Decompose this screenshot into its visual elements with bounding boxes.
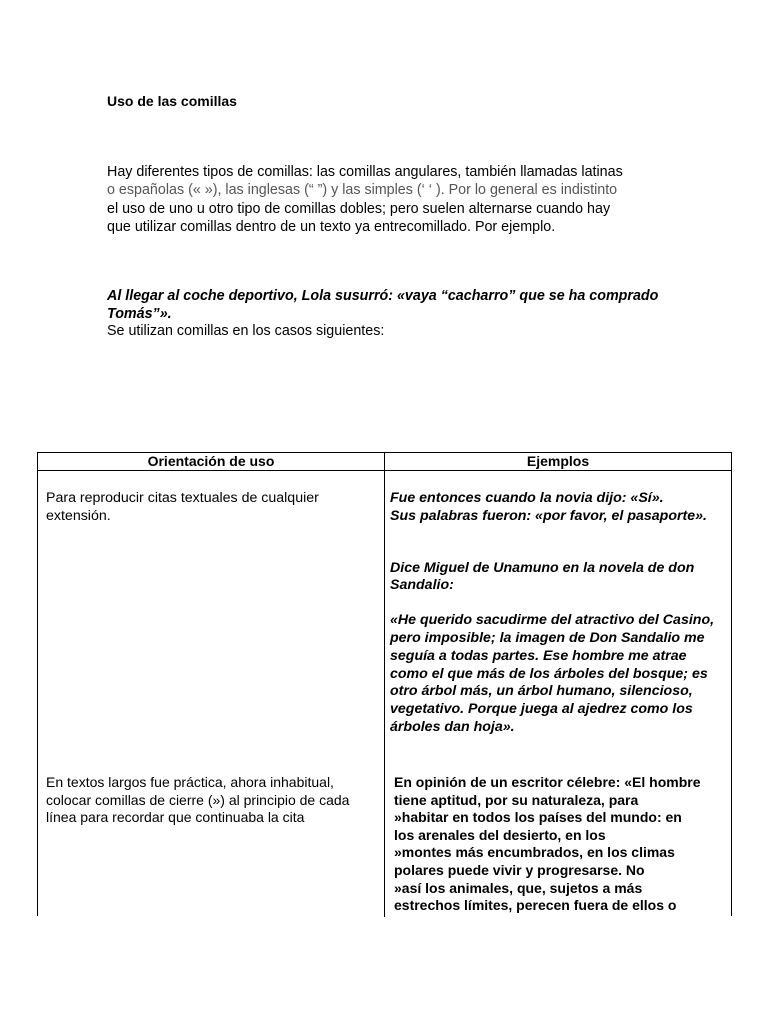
intro-line: o españolas (« »), las inglesas (“ ”) y las simples (‘ ‘ ). Por lo general es indistinto	[107, 182, 618, 199]
example-line: En opinión de un escritor célebre: «El hombre	[394, 774, 701, 790]
example-followup: Se utilizan comillas en los casos siguientes:	[107, 323, 385, 339]
example-line: Dice Miguel de Unamuno en la novela de don Sandalio:	[390, 559, 695, 594]
header-orientacion: Orientación de uso	[147, 453, 275, 469]
table-header-row	[38, 453, 731, 471]
example-line: Fue entonces cuando la novia dijo: «Sí».	[390, 490, 664, 506]
row1-usage-cell: Para reproducir citas textuales de cualquier extensión.	[46, 490, 319, 524]
header-ejemplos: Ejemplos	[526, 453, 590, 469]
example-quote: Al llegar al coche deportivo, Lola susurró: «vaya “cacharro” que se ha comprado Tomás”».	[107, 288, 659, 322]
column-divider	[384, 453, 385, 917]
intro-line: el uso de uno u otro tipo de comillas dobles; pero suelen alternarse cuando hay	[107, 200, 611, 217]
row2-examples-cell	[394, 774, 730, 915]
example-line: »montes más encumbrados, en los climas	[394, 844, 675, 861]
page-title: Uso de las comillas	[107, 93, 237, 109]
intro-line: que utilizar comillas dentro de un texto ya entrecomillado. Por ejemplo.	[107, 218, 556, 235]
example-line: »así los animales, que, sujetos a más	[394, 879, 643, 896]
intro-paragraph	[107, 163, 667, 236]
intro-line: Hay diferentes tipos de comillas: las comillas angulares, también llamadas latinas	[107, 164, 623, 180]
example-line: Sus palabras fueron: «por favor, el pasaporte».	[390, 507, 707, 524]
example-line: polares puede vivir y progresarse. No	[394, 861, 645, 878]
example-quote-block: «He querido sacudirme del atractivo del Casino, pero imposible; la imagen de Don Sandalio me seguía a todas partes. Ese hombre me atrae como el que más de los árboles del bosque; es otro árbol más, un árbol humano, silencioso, vegetativo. Porque juega al ajedrez como los árboles dan hoja».	[390, 612, 715, 735]
example-line: tiene aptitud, por su naturaleza, para	[394, 791, 639, 808]
example-line: estrechos límites, perecen fuera de ellos o	[394, 897, 677, 914]
example-line: »habitar en todos los países del mundo: en	[394, 809, 682, 826]
row2-usage-cell: En textos largos fue práctica, ahora inhabitual, colocar comillas de cierre (») al principio de cada línea para recordar que continuaba la cita	[46, 774, 350, 825]
example-block	[107, 288, 667, 341]
usage-table	[37, 452, 732, 916]
row1-examples-cell	[390, 490, 728, 737]
example-line: los arenales del desierto, en los	[394, 826, 606, 843]
